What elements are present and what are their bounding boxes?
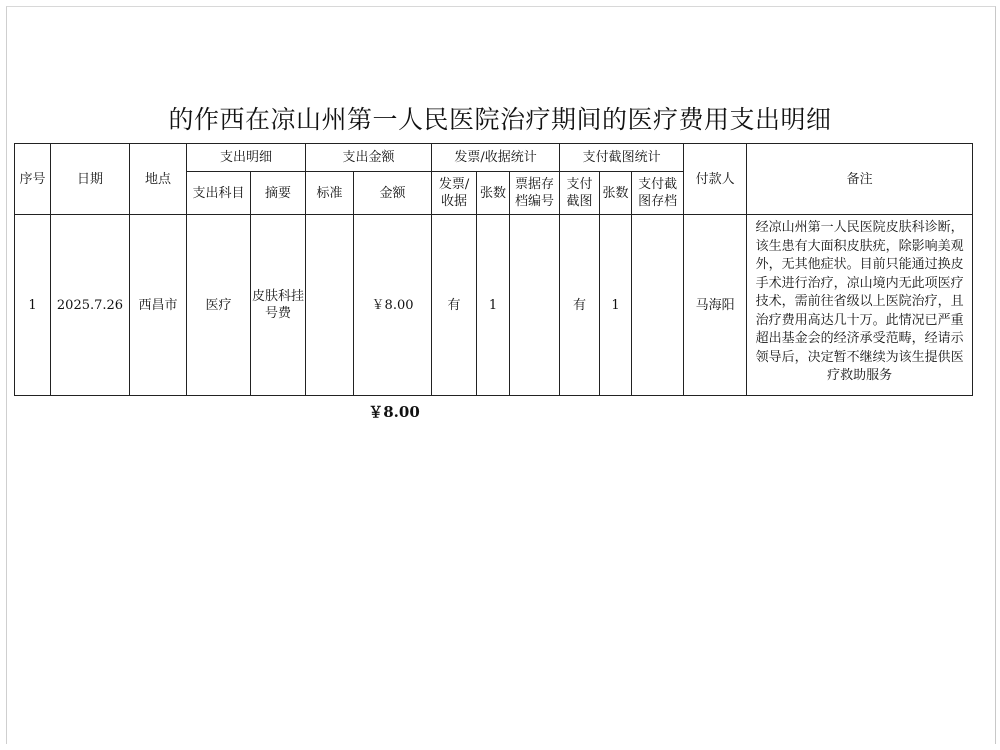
document-title: 的作西在凉山州第一人民医院治疗期间的医疗费用支出明细 [168,105,832,134]
header-expense-category: 支出科目 [187,172,251,215]
cell-amount: ￥8.00 [354,215,432,396]
header-remarks: 备注 [747,144,973,215]
header-summary: 摘要 [251,172,306,215]
cell-screenshot: 有 [560,215,600,396]
header-expense-detail: 支出明细 [187,144,306,172]
cell-category: 医疗 [187,215,251,396]
cell-place: 西昌市 [130,215,187,396]
header-date: 日期 [51,144,130,215]
cell-screenshot-archive [632,215,684,396]
header-place: 地点 [130,144,187,215]
header-payment-stats: 支付截图统计 [560,144,684,172]
cell-archive-no [510,215,560,396]
cell-payer: 马海阳 [684,215,747,396]
table-row [15,215,973,396]
header-seq: 序号 [15,144,51,215]
header-screenshot-archive: 支付截图存档 [632,172,684,215]
total-amount: ￥8.00 [368,403,420,421]
header-row-1 [15,144,973,172]
cell-remark: 经凉山州第一人民医院皮肤科诊断，该生患有大面积皮肤疣，除影响美观外，无其他症状。目前只能通过换皮手术进行治疗，凉山境内无此项医疗技术，需前往省级以上医院治疗，且治疗费用高达几十万。此情况已严重超出基金会的经济承受范畴，经请示领导后，决定暂不继续为该生提供医疗救助服务 [747,215,973,396]
header-invoice-stats: 发票/收据统计 [432,144,560,172]
header-invoice-count: 张数 [477,172,510,215]
expense-table [14,143,973,396]
header-expense-amount: 支出金额 [306,144,432,172]
header-invoice-receipt: 发票/收据 [432,172,477,215]
cell-summary: 皮肤科挂号费 [251,215,306,396]
cell-invoice-count: 1 [477,215,510,396]
header-receipt-archive-no: 票据存档编号 [510,172,560,215]
cell-screenshot-count: 1 [600,215,632,396]
cell-date: 2025.7.26 [51,215,130,396]
header-screenshot-count: 张数 [600,172,632,215]
cell-standard [306,215,354,396]
header-payer: 付款人 [684,144,747,215]
header-amount: 金额 [354,172,432,215]
header-payment-screenshot: 支付截图 [560,172,600,215]
cell-invoice: 有 [432,215,477,396]
cell-seq: 1 [15,215,51,396]
header-standard: 标准 [306,172,354,215]
